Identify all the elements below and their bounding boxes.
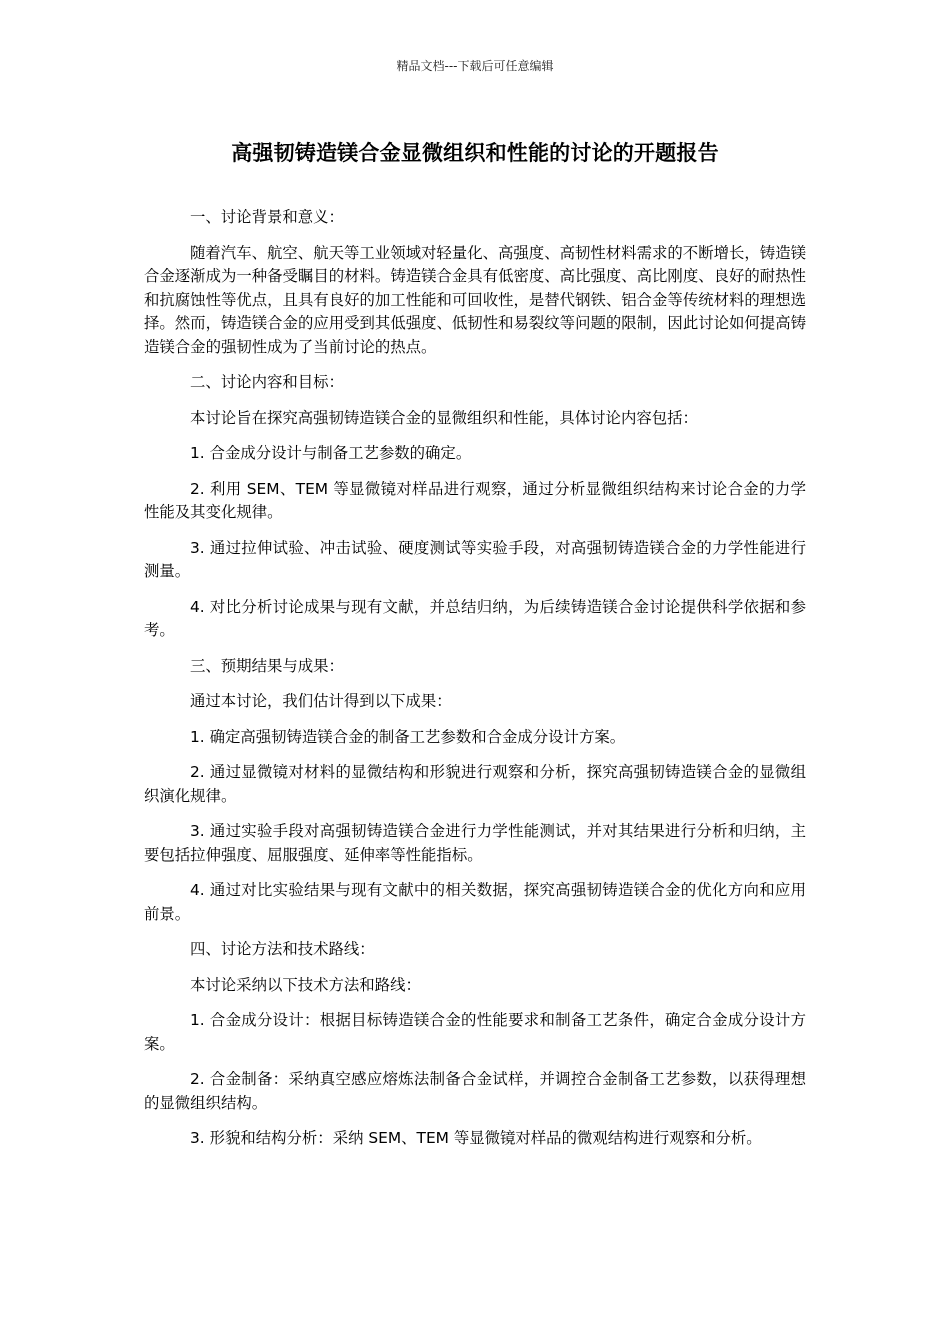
list-item: 1. 确定高强韧铸造镁合金的制备工艺参数和合金成分设计方案。 [190,727,626,746]
list-item: 1. 合金成分设计与制备工艺参数的确定。 [190,444,472,462]
paragraph: 本讨论采纳以下技术方法和路线： [190,975,421,994]
list-item: 3. 通过实验手段对高强韧铸造镁合金进行力学性能测试，并对其结果进行分析和归纳，主要包括拉伸强度、屈服强度、延伸率等性能指标。 [144,822,806,864]
document-body [144,206,806,1163]
section-heading-background: 一、讨论背景和意义： [190,208,344,226]
header-note: 精品文档---下载后可任意编辑 [396,59,554,73]
list-item: 1. 合金成分设计：根据目标铸造镁合金的性能要求和制备工艺条件，确定合金成分设计方案。 [144,1011,806,1053]
paragraph: 随着汽车、航空、航天等工业领域对轻量化、高强度、高韧性材料需求的不断增长，铸造镁合金逐渐成为一种备受瞩目的材料。铸造镁合金具有低密度、高比强度、高比刚度、良好的耐热性和抗腐蚀性等优点，且具有良好的加工性能和可回收性，是替代钢铁、铝合金等传统材料的理想选择。然而，铸造镁合金的应用受到其低强度、低韧性和易裂纹等问题的限制，因此讨论如何提高铸造镁合金的强韧性成为了当前讨论的热点。 [144,243,806,356]
document-title: 高强韧铸造镁合金显微组织和性能的讨论的开题报告 [231,141,719,165]
section-heading-content-goals: 二、讨论内容和目标： [190,373,344,391]
list-item: 2. 利用 SEM、TEM 等显微镜对样品进行观察，通过分析显微组织结构来讨论合金的力学性能及其变化规律。 [144,479,806,521]
list-item: 3. 通过拉伸试验、冲击试验、硬度测试等实验手段，对高强韧铸造镁合金的力学性能进行测量。 [144,538,806,580]
list-item: 2. 合金制备：采纳真空感应熔炼法制备合金试样，并调控合金制备工艺参数，以获得理想的显微组织结构。 [144,1070,806,1112]
section-heading-methods: 四、讨论方法和技术路线： [190,940,375,958]
paragraph: 通过本讨论，我们估计得到以下成果： [190,692,452,710]
list-item: 4. 对比分析讨论成果与现有文献，并总结归纳，为后续铸造镁合金讨论提供科学依据和参考。 [144,597,806,639]
list-item: 4. 通过对比实验结果与现有文献中的相关数据，探究高强韧铸造镁合金的优化方向和应用前景。 [144,881,806,923]
list-item: 2. 通过显微镜对材料的显微结构和形貌进行观察和分析，探究高强韧铸造镁合金的显微组织演化规律。 [144,763,806,805]
section-heading-expected-results: 三、预期结果与成果： [190,656,344,675]
paragraph: 本讨论旨在探究高强韧铸造镁合金的显微组织和性能，具体讨论内容包括： [190,408,698,427]
list-item: 3. 形貌和结构分析：采纳 SEM、TEM 等显微镜对样品的微观结构进行观察和分析。 [190,1129,762,1147]
